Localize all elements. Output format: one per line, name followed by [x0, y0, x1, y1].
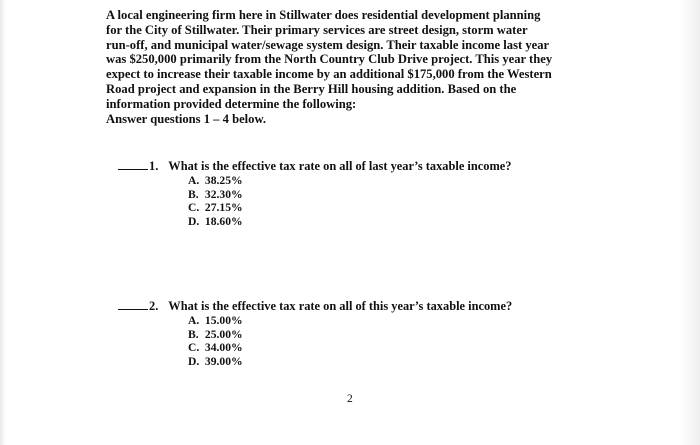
- intro-line: Answer questions 1 – 4 below.: [106, 111, 267, 126]
- option-letter: A.: [188, 174, 200, 187]
- option-1b[interactable]: [188, 188, 588, 202]
- page-edge-left: [0, 0, 6, 445]
- question-2-line: [118, 298, 588, 314]
- option-1c[interactable]: [188, 201, 588, 215]
- option-2d[interactable]: [188, 355, 588, 369]
- answer-blank-2[interactable]: [118, 298, 148, 310]
- option-letter: B.: [188, 327, 199, 341]
- question-2-text: What is the effective tax rate on all of this year’s taxable income?: [168, 299, 513, 313]
- option-value: 27.15%: [204, 201, 243, 214]
- intro-line: information provided determine the following:: [106, 96, 357, 111]
- option-value: 32.30%: [204, 187, 243, 201]
- question-2: [118, 298, 588, 368]
- option-value: 15.00%: [204, 314, 243, 327]
- option-1d[interactable]: [188, 215, 588, 229]
- option-letter: D.: [188, 214, 200, 228]
- page-edge-right: [680, 0, 700, 445]
- option-2b[interactable]: [188, 328, 588, 342]
- intro-line: for the City of Stillwater. Their primary services are street design, storm water: [106, 22, 528, 37]
- intro-line: run-off, and municipal water/sewage system design. Their taxable income last year: [106, 37, 550, 52]
- question-1-line: [118, 158, 588, 174]
- option-value: 39.00%: [204, 354, 243, 368]
- intro-paragraph: [106, 8, 586, 126]
- option-letter: C.: [188, 341, 200, 354]
- question-1-number: 1.: [149, 159, 159, 173]
- question-1: [118, 158, 588, 228]
- question-2-number: 2.: [149, 299, 159, 313]
- question-1-text: What is the effective tax rate on all of last year’s taxable income?: [168, 159, 512, 173]
- option-1a[interactable]: [188, 174, 588, 188]
- option-letter: A.: [188, 314, 200, 327]
- page-number: 2: [347, 393, 353, 405]
- option-value: 34.00%: [204, 341, 243, 354]
- question-2-options: [118, 314, 588, 368]
- intro-line: was $250,000 primarily from the North Country Club Drive project. This year they: [106, 52, 553, 67]
- option-letter: B.: [188, 187, 199, 201]
- option-value: 25.00%: [204, 327, 243, 341]
- question-1-options: [118, 174, 588, 228]
- option-letter: C.: [188, 201, 200, 214]
- intro-line: Road project and expansion in the Berry Hill housing addition. Based on the: [106, 81, 517, 96]
- option-2c[interactable]: [188, 341, 588, 355]
- option-value: 18.60%: [204, 214, 243, 228]
- option-value: 38.25%: [204, 174, 243, 187]
- answer-blank-1[interactable]: [118, 158, 148, 170]
- option-2a[interactable]: [188, 314, 588, 328]
- intro-line: A local engineering firm here in Stillwater does residential development planning: [106, 8, 541, 22]
- option-letter: D.: [188, 354, 200, 368]
- intro-line: expect to increase their taxable income by an additional $175,000 from the Western: [106, 67, 552, 82]
